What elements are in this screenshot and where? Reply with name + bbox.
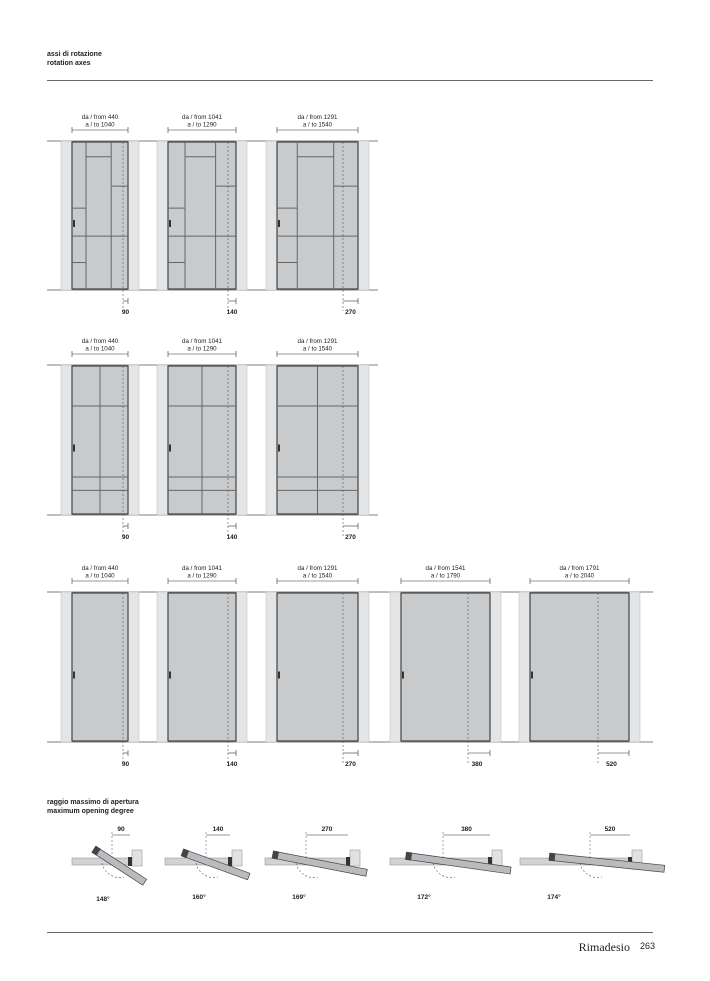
axis-offset-label: 90 xyxy=(121,534,130,541)
wall-jamb-right xyxy=(128,365,139,515)
section-title-en: rotation axes xyxy=(47,60,91,67)
range-to-label: a / to 1290 xyxy=(187,345,217,353)
door-handle xyxy=(278,445,280,452)
wall-jamb-left xyxy=(519,592,530,742)
opening-axis-label: 380 xyxy=(461,826,472,833)
range-from-label: da / from 1291 xyxy=(297,114,338,121)
wall-jamb-right xyxy=(629,592,640,742)
door-panel xyxy=(72,593,128,741)
axis-offset-label: 140 xyxy=(226,534,238,541)
door-panel xyxy=(277,593,358,741)
wall-jamb-right xyxy=(236,365,247,515)
opening-axis-label: 520 xyxy=(604,826,616,833)
opening-angle-label: 160° xyxy=(192,894,206,901)
range-from-label: da / from 1041 xyxy=(182,114,222,121)
range-to-label: a / to 1040 xyxy=(85,345,115,353)
wall-jamb-left xyxy=(157,592,168,742)
wall-jamb-right xyxy=(128,592,139,742)
range-to-label: a / to 1790 xyxy=(430,572,461,580)
wall-jamb-left xyxy=(61,592,72,742)
section-title-it: assi di rotazione xyxy=(47,51,102,58)
door-handle xyxy=(169,220,171,227)
range-from-label: da / from 440 xyxy=(81,114,119,121)
door-leaf-edge xyxy=(549,853,556,862)
axis-offset-label: 270 xyxy=(345,309,356,316)
opening-axis-label: 140 xyxy=(212,826,224,833)
door-handle xyxy=(402,672,404,679)
range-from-label: da / from 1041 xyxy=(182,565,222,572)
axis-offset-label: 270 xyxy=(345,761,356,768)
range-to-label: a / to 1290 xyxy=(187,572,217,580)
axis-offset-label: 90 xyxy=(121,761,130,768)
wall-jamb xyxy=(350,850,360,866)
range-to-label: a / to 1540 xyxy=(302,345,333,353)
door-leaf-edge xyxy=(405,852,412,861)
door-handle xyxy=(73,220,75,227)
door-panel xyxy=(401,593,490,741)
door-handle xyxy=(73,445,75,452)
wall-jamb-right xyxy=(490,592,501,742)
wall-jamb-left xyxy=(61,365,72,515)
axis-offset-label: 520 xyxy=(606,761,617,768)
opening-angle-label: 169° xyxy=(292,894,306,901)
wall-jamb-right xyxy=(236,592,247,742)
wall-jamb-left xyxy=(266,592,277,742)
door-panel xyxy=(530,593,629,741)
opening-header xyxy=(47,798,139,816)
axis-offset-label: 270 xyxy=(345,534,356,541)
wall-jamb xyxy=(492,850,502,866)
range-from-label: da / from 440 xyxy=(81,338,119,345)
brand-name: Rimadesio xyxy=(578,940,630,954)
door-handle xyxy=(278,672,280,679)
wall-jamb-right xyxy=(358,592,369,742)
wall-jamb-left xyxy=(390,592,401,742)
door-handle xyxy=(278,220,280,227)
door-handle xyxy=(169,672,171,679)
wall-jamb-left xyxy=(61,141,72,290)
wall-jamb-right xyxy=(358,365,369,515)
wall-jamb-left xyxy=(266,365,277,515)
range-to-label: a / to 1540 xyxy=(302,121,333,129)
range-to-label: a / to 1290 xyxy=(187,121,217,129)
wall-jamb-left xyxy=(157,365,168,515)
opening-axis-label: 270 xyxy=(321,826,333,833)
wall-jamb xyxy=(232,850,242,866)
opening-axis-label: 90 xyxy=(117,826,125,833)
axis-offset-label: 380 xyxy=(471,761,483,768)
axis-offset-label: 140 xyxy=(226,309,238,316)
footer-divider xyxy=(47,932,653,933)
range-from-label: da / from 1291 xyxy=(297,338,338,345)
door-panel xyxy=(168,593,236,741)
wall-jamb xyxy=(132,850,142,866)
axis-offset-label: 140 xyxy=(226,761,238,768)
range-from-label: da / from 1791 xyxy=(559,565,600,572)
door-handle xyxy=(169,445,171,452)
wall-jamb-right xyxy=(236,141,247,290)
door-stop xyxy=(346,857,350,866)
wall-jamb-right xyxy=(128,141,139,290)
wall-jamb-left xyxy=(266,141,277,290)
door-panel xyxy=(168,142,236,289)
opening-angle-label: 148° xyxy=(96,896,110,903)
axis-offset-label: 90 xyxy=(121,309,130,316)
range-from-label: da / from 1041 xyxy=(182,338,222,345)
range-from-label: da / from 1291 xyxy=(297,565,338,572)
door-stop xyxy=(128,857,132,866)
wall-jamb-left xyxy=(157,141,168,290)
range-to-label: a / to 1040 xyxy=(85,572,115,580)
door-panel xyxy=(277,142,358,289)
range-from-label: da / from 440 xyxy=(81,565,119,572)
range-to-label: a / to 1540 xyxy=(302,572,333,580)
opening-title-en: maximum opening degree xyxy=(47,808,134,815)
opening-title-it: raggio massimo di apertura xyxy=(47,799,139,806)
range-from-label: da / from 1541 xyxy=(425,565,466,572)
page-number: 263 xyxy=(639,941,655,951)
door-panel xyxy=(72,142,128,289)
opening-angle-label: 174° xyxy=(547,894,561,901)
door-handle xyxy=(73,672,75,679)
range-to-label: a / to 1040 xyxy=(85,121,115,129)
door-handle xyxy=(531,672,533,679)
door-stop xyxy=(228,857,232,866)
range-to-label: a / to 2040 xyxy=(564,572,595,580)
wall-jamb-right xyxy=(358,141,369,290)
opening-angle-label: 172° xyxy=(417,894,431,901)
